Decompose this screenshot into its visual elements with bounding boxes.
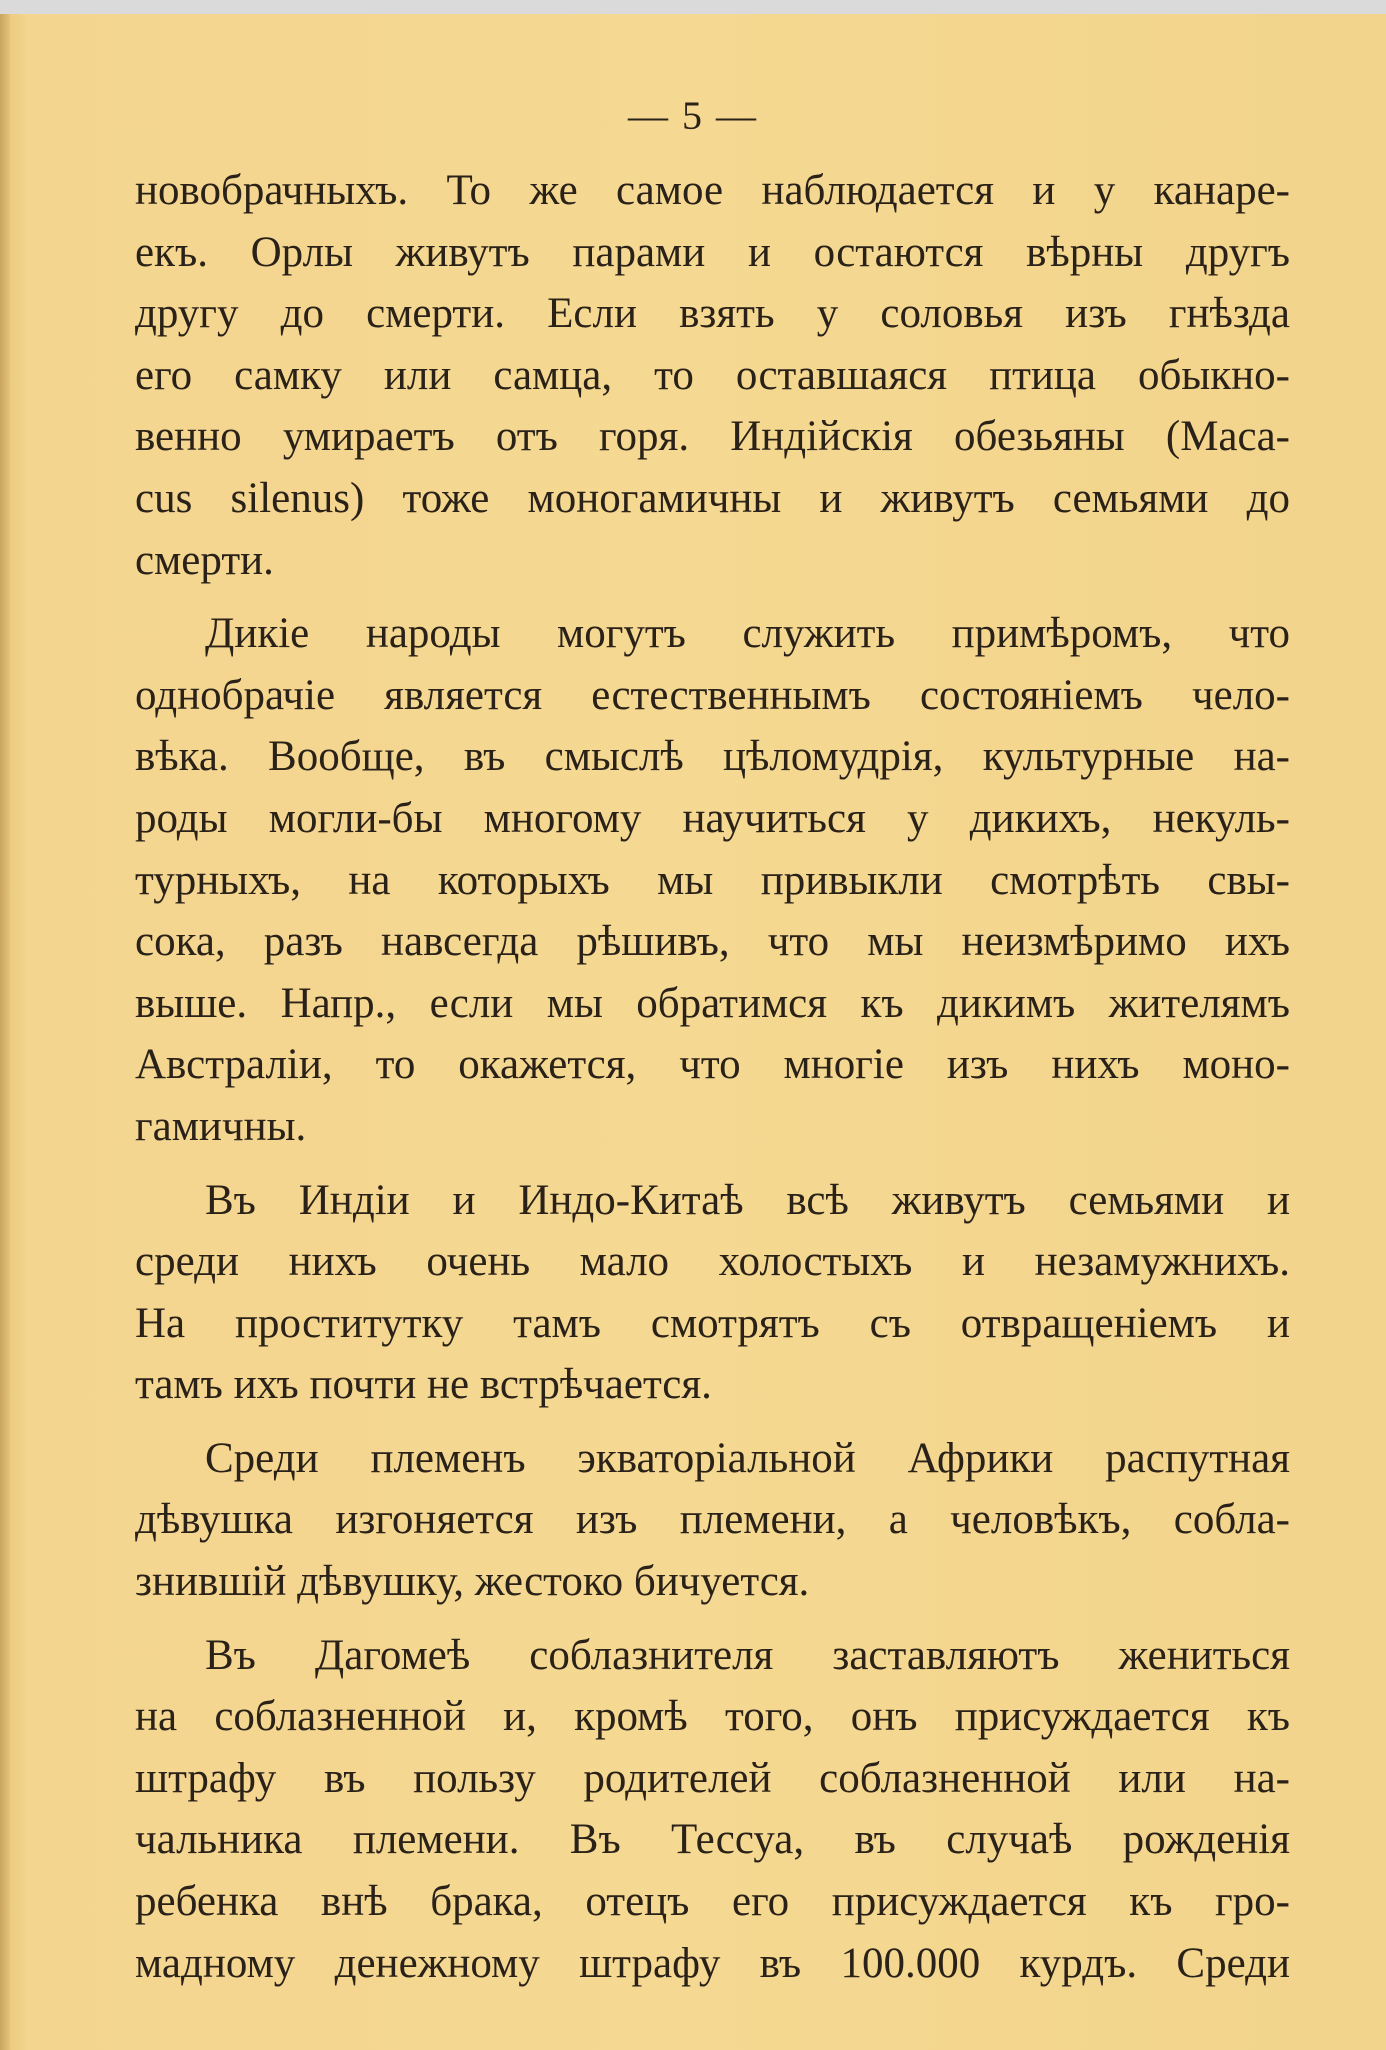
text-line: мадному денежному штрафу въ 100.000 курдъ. Среди [135,1939,1290,1987]
text-line: вѣка. Вообще, въ смыслѣ цѣломудрія, культурные на- [135,733,1290,781]
text-line: штрафу въ пользу родителей соблазненной или на- [135,1754,1290,1802]
text-line: Австраліи, то окажется, что многіе изъ нихъ моно- [135,1041,1290,1089]
text-line: новобрачныхъ. То же самое наблюдается и у канаре- [135,167,1290,214]
body-text [135,160,1290,1994]
text-line: Среди племенъ экваторіальной Африки распутная [205,1434,1290,1482]
text-line: На проститутку тамъ смотрятъ съ отвращеніемъ и [135,1299,1290,1347]
text-line: венно умираетъ отъ горя. Индійскія обезьяны (Maca- [135,413,1290,461]
paragraph-1 [135,160,1290,591]
text-line: на соблазненной и, кромѣ того, онъ присуждается къ [135,1693,1290,1741]
paragraph-2 [135,603,1290,1157]
paragraph-3 [135,1170,1290,1416]
text-line: однобрачіе является естественнымъ состояніемъ чело- [135,671,1290,719]
text-line: гамичны. [135,1102,307,1150]
text-line: знившій дѣвушку, жестоко бичуется. [135,1558,810,1606]
text-line: чальника племени. Въ Тессуа, въ случаѣ рожденія [135,1816,1290,1864]
text-line: дѣвушка изгоняется изъ племени, а человѣкъ, собла- [135,1496,1290,1544]
text-line: его самку или самца, то оставшаяся птица обыкно- [135,351,1290,399]
text-line: Въ Дагомеѣ соблазнителя заставляютъ жениться [205,1631,1290,1679]
text-line: смерти. [135,536,274,584]
page-left-edge [0,14,10,2050]
text-line: выше. Напр., если мы обратимся къ дикимъ жителямъ [135,979,1290,1027]
text-line: сока, разъ навсегда рѣшивъ, что мы неизмѣримо ихъ [135,918,1290,966]
paragraph-4 [135,1428,1290,1613]
text-line: турныхъ, на которыхъ мы привыкли смотрѣть свы- [135,856,1290,904]
text-line: среди нихъ очень мало холостыхъ и незамужнихъ. [135,1238,1290,1286]
page-number: — 5 — [628,93,758,138]
text-line: ребенка внѣ брака, отецъ его присуждается къ гро- [135,1878,1290,1926]
text-line: Дикіе народы могутъ служить примѣромъ, что [205,610,1290,658]
text-line: Въ Индіи и Индо-Китаѣ всѣ живутъ семьями и [205,1176,1290,1224]
text-line: екъ. Орлы живутъ парами и остаются вѣрны другъ [135,228,1290,276]
text-line: другу до смерти. Если взять у соловья изъ гнѣзда [135,290,1290,338]
paragraph-5 [135,1625,1290,1995]
text-line: тамъ ихъ почти не встрѣчается. [135,1361,712,1409]
scan-top-strip [0,0,1386,14]
text-line: роды могли-бы многому научиться у дикихъ, некуль- [135,794,1290,842]
text-line: cus silenus) тоже моногамичны и живутъ семьями до [135,474,1290,522]
